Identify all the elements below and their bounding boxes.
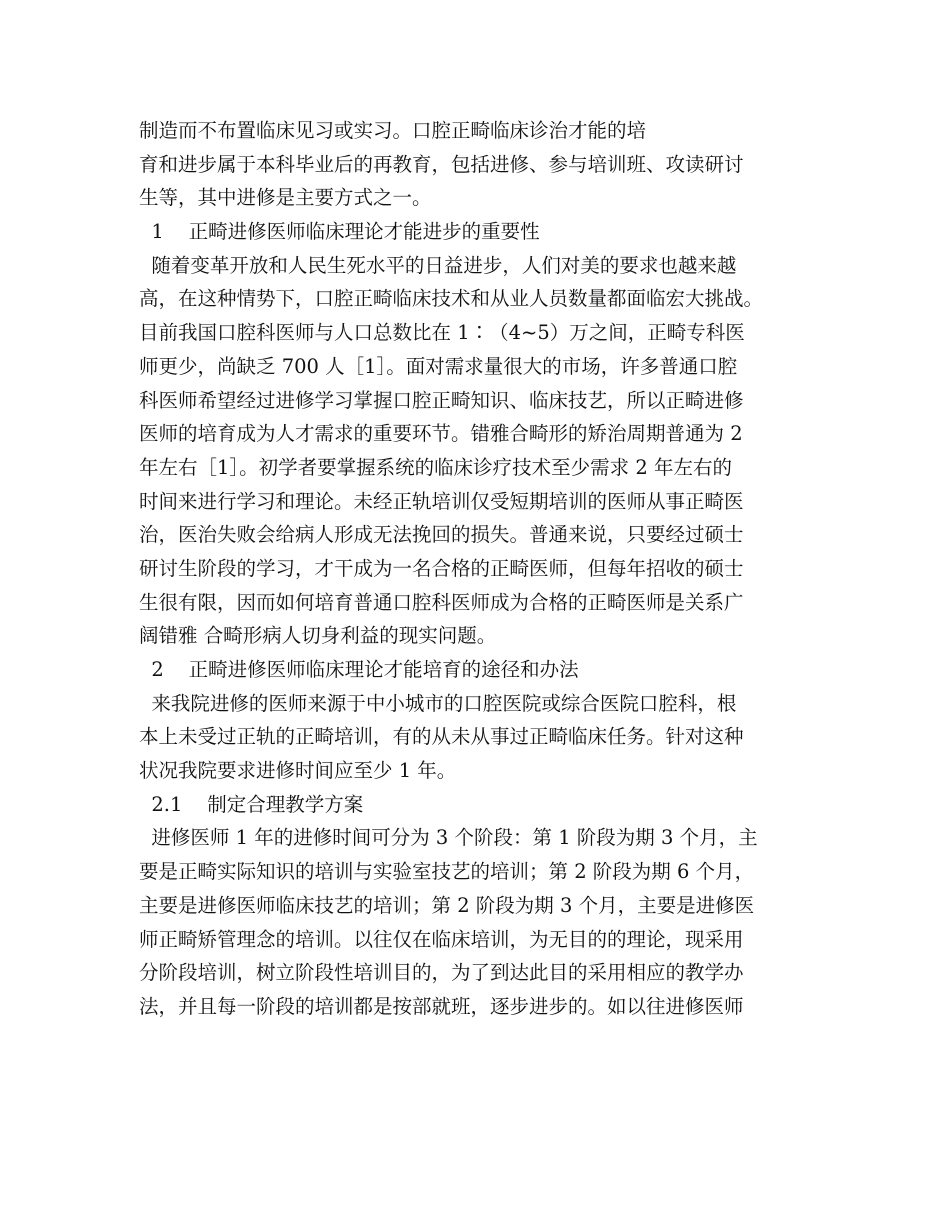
subsection-heading: 2.1 制定合理教学方案 xyxy=(139,792,364,816)
text-line: 进修医师 1 年的进修时间可分为 3 个阶段：第 1 阶段为期 3 个月，主 xyxy=(139,826,758,850)
text-line: 制造而不布置临床见习或实习。口腔正畸临床诊治才能的培 xyxy=(139,119,647,142)
text-line: 随着变革开放和人民生死水平的日益进步，人们对美的要求也越来越 xyxy=(139,253,737,277)
text-line: 来我院进修的医师来源于中小城市的口腔医院或综合医院口腔科，根 xyxy=(139,691,737,715)
text-line: 要是正畸实际知识的培训与实验室技艺的培训；第 2 阶段为期 6 个月， xyxy=(139,860,755,884)
text-line: 科医师希望经过进修学习掌握口腔正畸知识、临床技艺，所以正畸进修 xyxy=(139,388,744,412)
text-line: 主要是进修医师临床技艺的培训；第 2 阶段为期 3 个月，主要是进修医 xyxy=(139,893,755,917)
text-line: 生等，其中进修是主要方式之一。 xyxy=(139,186,432,210)
text-line: 分阶段培训，树立阶段性培训目的，为了到达此目的采用相应的教学办 xyxy=(139,961,744,985)
text-line: 育和进步属于本科毕业后的再教育，包括进修、参与培训班、攻读研讨 xyxy=(139,152,744,176)
text-line: 阔错雅 合畸形病人切身利益的现实问题。 xyxy=(139,624,497,648)
text-line: 研讨生阶段的学习，才干成为一名合格的正畸医师，但每年招收的硕士 xyxy=(139,556,744,580)
text-line: 状况我院要求进修时间应至少 1 年。 xyxy=(139,759,457,783)
text-line: 年左右［1］。初学者要掌握系统的临床诊疗技术至少需求 2 年左右的 xyxy=(139,455,732,479)
text-line: 师更少，尚缺乏 700 人［1］。面对需求量很大的市场，许多普通口腔 xyxy=(139,354,738,378)
section-heading: 2 正畸进修医师临床理论才能培育的途径和办法 xyxy=(139,658,579,681)
text-line: 师正畸矫管理念的培训。以往仅在临床培训，为无目的的理论，现采用 xyxy=(139,927,744,951)
text-line: 高，在这种情势下，口腔正畸临床技术和从业人员数量都面临宏大挑战。 xyxy=(139,287,764,311)
section-heading: 1 正畸进修医师临床理论才能进步的重要性 xyxy=(139,220,540,244)
text-line: 生很有限，因而如何培育普通口腔科医师成为合格的正畸医师是关系广 xyxy=(139,590,744,614)
text-line: 目前我国口腔科医师与人口总数比在 1∶（4~5）万之间，正畸专科医 xyxy=(139,321,745,345)
text-line: 治，医治失败会给病人形成无法挽回的损失。普通来说，只要经过硕士 xyxy=(139,523,744,547)
text-line: 时间来进行学习和理论。未经正轨培训仅受短期培训的医师从事正畸医 xyxy=(139,489,744,513)
body-text xyxy=(139,114,819,1024)
text-line: 医师的培育成为人才需求的重要环节。错雅合畸形的矫治周期普通为 2 xyxy=(139,422,743,446)
text-line: 本上未受过正轨的正畸培训，有的从未从事过正畸临床任务。针对这种 xyxy=(139,725,744,749)
text-line: 法，并且每一阶段的培训都是按部就班，逐步进步的。如以往进修医师 xyxy=(139,994,744,1018)
